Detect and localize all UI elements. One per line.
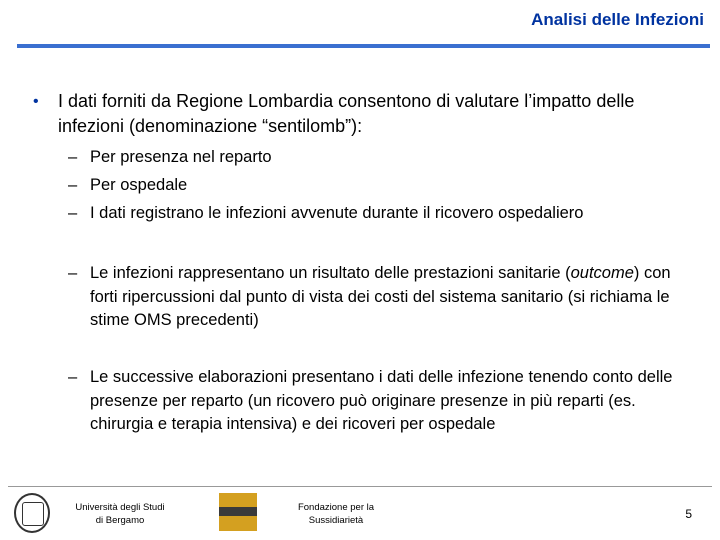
dash-icon: – xyxy=(68,368,78,386)
page-number: 5 xyxy=(685,507,692,521)
sub-item-text xyxy=(90,262,700,333)
bullet-dot-icon: • xyxy=(33,93,39,110)
sub-item-text: Per presenza nel reparto xyxy=(90,148,272,166)
outcome-term: outcome xyxy=(570,264,634,282)
outcome-text-before: Le infezioni rappresentano un risultato delle prestazioni sanitarie ( xyxy=(90,264,571,282)
sub-item-text: I dati registrano le infezioni avvenute durante il ricovero ospedaliero xyxy=(90,204,584,222)
footer-divider xyxy=(8,486,712,487)
foundation-name: Fondazione per la Sussidiarietà xyxy=(297,502,375,526)
dash-icon: – xyxy=(68,176,78,194)
header-divider xyxy=(17,44,710,48)
sub-item-text: Per ospedale xyxy=(90,176,188,194)
seal-shield-icon xyxy=(22,502,44,526)
foundation-logo-icon xyxy=(219,493,257,531)
main-bullet-text: I dati forniti da Regione Lombardia consentono di valutare l’impatto delle infezioni (denominazione “sentilomb”): xyxy=(58,91,635,136)
dash-icon: – xyxy=(68,264,78,282)
outcome-text-after: ) con forti ripercussioni dal punto di vista dei costi del sistema sanitario (si richiama le stime OMS precedenti) xyxy=(90,264,671,329)
dash-icon: – xyxy=(68,148,78,166)
university-name: Università degli Studi di Bergamo xyxy=(75,502,165,526)
university-seal-icon xyxy=(14,493,50,533)
logo-stripe xyxy=(219,507,257,516)
sub-item-text: Le successive elaborazioni presentano i dati delle infezione tenendo conto delle presenze per reparto (un ricovero può originare presenze in più reparti (es. chirurgia e terapia intensiva) e dei ricoveri per ospedale xyxy=(90,368,673,433)
slide-title: Analisi delle Infezioni xyxy=(531,10,704,29)
dash-icon: – xyxy=(68,204,78,222)
